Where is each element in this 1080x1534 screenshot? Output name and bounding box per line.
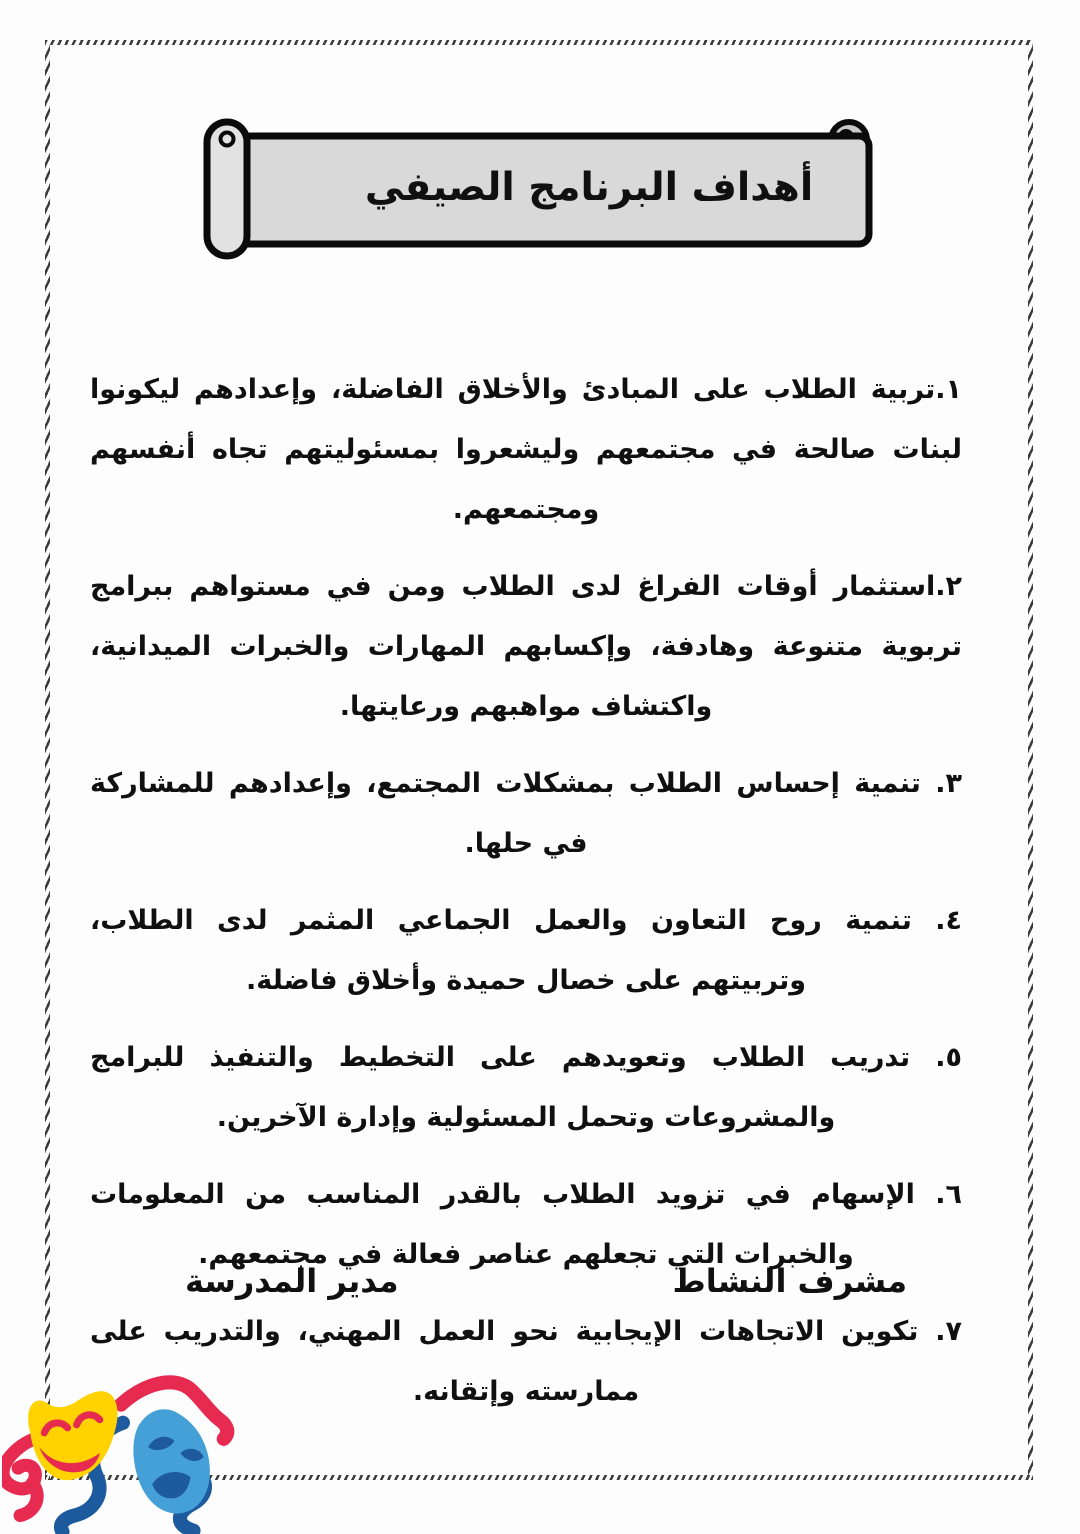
objective-item-3: ٣. تنمية إحساس الطلاب بمشكلات المجتمع، وإعدادهم للمشاركة في حلها. <box>90 768 962 859</box>
title-banner <box>197 110 885 268</box>
theater-masks-icon <box>2 1372 254 1534</box>
page-border-right <box>1028 40 1033 1480</box>
objective-item-7: ٧. تكوين الاتجاهات الإيجابية نحو العمل المهني، والتدريب على ممارسته وإتقانه. <box>90 1316 962 1407</box>
signature-school-principal: مدير المدرسة <box>185 1262 399 1300</box>
page-title: أهداف البرنامج الصيفي <box>364 164 814 210</box>
objective-item-1: ١.تربية الطلاب على المبادئ والأخلاق الفاضلة، وإعدادهم ليكونوا لبنات صالحة في مجتمعهم وليشعروا بمسئوليتهم تجاه أنفسهم ومجتمعهم. <box>90 374 962 525</box>
page-border-top <box>45 40 1033 45</box>
objective-item-4: ٤. تنمية روح التعاون والعمل الجماعي المثمر لدى الطلاب، وتربيتهم على خصال حميدة وأخلاق فاضلة. <box>90 905 962 996</box>
signature-row <box>185 1262 907 1300</box>
objective-item-6: ٦. الإسهام في تزويد الطلاب بالقدر المناسب من المعلومات والخبرات التي تجعلهم عناصر فعالة في مجتمعهم. <box>90 1179 962 1270</box>
objective-item-2: ٢.استثمار أوقات الفراغ لدى الطلاب ومن في مستواهم ببرامج تربوية متنوعة وهادفة، وإكسابهم المهارات والخبرات الميدانية، واكتشاف مواهبهم ورعايتها. <box>90 571 962 722</box>
page-border-left <box>45 40 50 1480</box>
objective-item-5: ٥. تدريب الطلاب وتعويدهم على التخطيط والتنفيذ للبرامج والمشروعات وتحمل المسئولية وإدارة الآخرين. <box>90 1042 962 1133</box>
signature-activity-supervisor: مشرف النشاط <box>672 1262 907 1300</box>
